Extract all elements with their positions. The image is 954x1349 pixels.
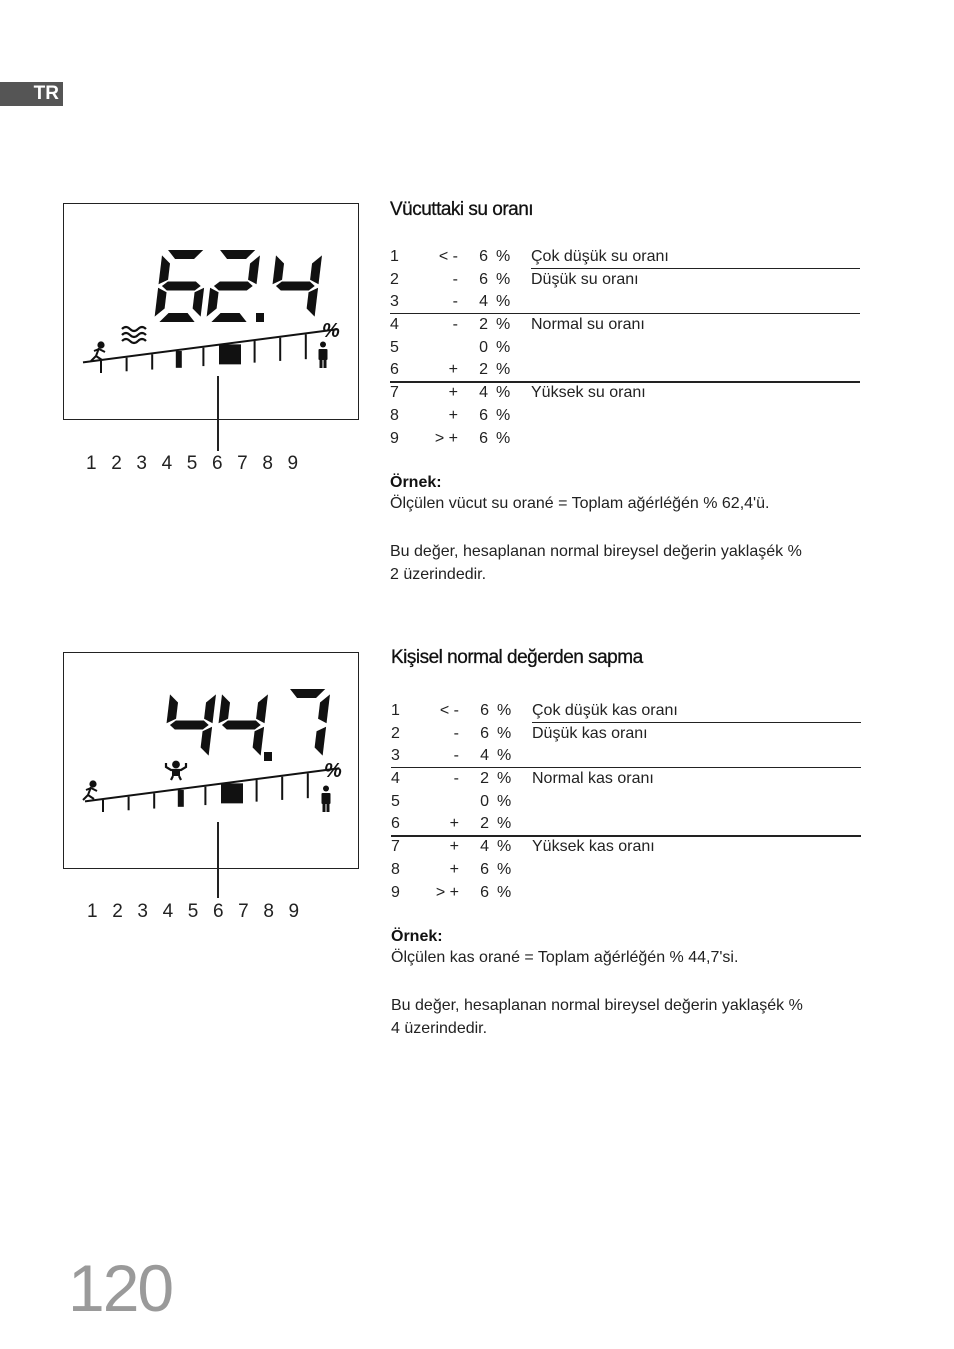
row-sign: < - <box>438 248 458 265</box>
row-value: 4 <box>480 838 489 856</box>
lcd-bar-scale <box>85 768 339 812</box>
lcd-segment <box>253 727 264 756</box>
example-title: Örnek: <box>390 474 442 491</box>
row-sign: + <box>449 860 459 878</box>
scale-tick <box>102 800 104 812</box>
table-row <box>391 813 861 836</box>
row-index: 2 <box>390 270 399 288</box>
row-sign: < - <box>439 702 459 719</box>
row-index: 6 <box>390 361 399 379</box>
note-block <box>390 540 870 586</box>
row-value: 2 <box>480 815 489 833</box>
lcd-segment <box>248 255 260 284</box>
row-value: 2 <box>479 316 488 334</box>
row-percent: % <box>496 248 511 265</box>
note-line: Bu değer, hesaplanan normal bireysel değerin yaklaşék % <box>390 543 802 560</box>
table-row <box>390 269 860 292</box>
row-value: 6 <box>479 406 488 424</box>
row-percent: % <box>497 747 512 765</box>
table-row <box>390 246 860 269</box>
scale-pointer-line <box>217 376 219 451</box>
table-row <box>391 768 861 791</box>
row-index: 7 <box>391 838 400 856</box>
note-line: 4 üzerindedir. <box>391 1020 488 1037</box>
standing-person-icon <box>322 786 331 813</box>
lcd-segment <box>204 694 216 723</box>
table-rule <box>390 313 860 314</box>
scale-tick <box>204 787 206 805</box>
scale-baseline <box>85 768 339 801</box>
row-percent: % <box>497 883 512 901</box>
lcd-segment <box>219 694 230 723</box>
example-text: Ölçülen vücut su orané = Toplam ağérléğén % 62,4'ü. <box>390 495 770 512</box>
row-index: 3 <box>391 747 400 765</box>
table-rule <box>531 268 860 269</box>
scale-tick <box>128 797 130 811</box>
lcd-segment <box>307 288 318 317</box>
scale-number: 9 <box>288 901 300 922</box>
row-sign: + <box>449 815 459 833</box>
lcd-segment <box>256 694 268 723</box>
row-percent: % <box>497 702 512 719</box>
scale-number: 6 <box>212 901 224 922</box>
lcd-segment <box>222 721 261 730</box>
table-row <box>390 359 860 382</box>
lcd-digits <box>155 250 322 322</box>
scale-tick <box>126 358 128 372</box>
table-rule <box>390 381 860 383</box>
row-value: 6 <box>480 724 489 742</box>
lcd-segment <box>159 313 194 322</box>
scale-tick <box>176 351 182 368</box>
lcd-segment <box>220 250 255 259</box>
row-value: 4 <box>480 747 489 765</box>
example-title: Örnek: <box>391 928 443 945</box>
lcd-decimal-point <box>256 313 264 322</box>
table-row <box>391 723 861 746</box>
scale-tick <box>307 773 309 798</box>
row-sign: + <box>448 406 458 424</box>
scale-number: 7 <box>238 901 249 922</box>
lcd-percent-symbol: % <box>324 760 342 782</box>
row-sign: - <box>453 747 459 765</box>
scale-marker-active <box>219 344 241 364</box>
scale-number: 1 <box>87 901 98 922</box>
table-row <box>391 836 861 859</box>
row-percent: % <box>497 792 512 810</box>
lcd-segment <box>273 255 284 284</box>
lcd-digits <box>167 689 330 761</box>
row-index: 4 <box>391 770 400 788</box>
section-deviation <box>391 647 861 1037</box>
row-index: 9 <box>390 429 399 447</box>
scale-number: 4 <box>162 901 174 922</box>
lcd-percent-symbol: % <box>322 320 340 342</box>
table-row <box>390 314 860 337</box>
lcd-display-water <box>63 203 359 420</box>
scale-number: 4 <box>161 453 173 474</box>
row-value: 0 <box>480 792 489 810</box>
row-label: Düşük su oranı <box>531 270 639 288</box>
row-percent: % <box>496 361 511 379</box>
row-index: 8 <box>390 406 399 424</box>
row-percent: % <box>496 429 511 447</box>
row-value: 6 <box>479 429 488 447</box>
row-percent: % <box>497 860 512 878</box>
scale-baseline <box>83 329 337 362</box>
table-row <box>390 382 860 405</box>
lcd-digit <box>155 250 204 322</box>
scale-tick <box>281 777 283 800</box>
scale-number: 8 <box>262 453 273 474</box>
row-index: 9 <box>391 883 400 901</box>
row-percent: % <box>496 338 511 356</box>
row-sign: - <box>453 724 459 742</box>
example-text: Ölçülen kas orané = Toplam ağérléğén % 44,7'si. <box>391 949 739 966</box>
lcd-segment <box>193 288 204 317</box>
lcd-decimal-point <box>264 752 272 761</box>
row-percent: % <box>497 838 512 856</box>
standing-person-icon <box>319 342 328 369</box>
table-row <box>391 745 861 768</box>
row-index: 1 <box>390 248 399 265</box>
scale-tick <box>153 793 155 808</box>
water-waves-icon <box>122 327 146 343</box>
row-percent: % <box>497 770 512 788</box>
row-percent: % <box>496 293 511 311</box>
scale-number: 6 <box>211 453 223 474</box>
table-row <box>391 882 861 905</box>
muscle-person-icon <box>166 762 186 780</box>
lcd-digit <box>167 694 216 755</box>
row-sign: + <box>448 361 458 379</box>
row-label: Normal su oranı <box>531 316 645 334</box>
row-value: 6 <box>480 860 489 878</box>
row-sign: > + <box>434 429 458 447</box>
row-index: 1 <box>391 702 400 719</box>
scale-number: 5 <box>187 901 199 922</box>
scale-tick <box>151 354 153 369</box>
ratio-table <box>391 700 861 904</box>
lcd-segment <box>211 313 246 322</box>
row-sign: + <box>448 384 458 402</box>
scale-numbers <box>87 901 317 923</box>
scale-number: 2 <box>111 453 122 474</box>
row-sign: - <box>452 293 458 311</box>
row-percent: % <box>497 815 512 833</box>
row-value: 6 <box>479 270 488 288</box>
running-person-icon <box>83 781 97 800</box>
lcd-digit <box>273 255 322 316</box>
table-rule <box>391 835 861 837</box>
table-row <box>391 791 861 814</box>
table-row <box>390 337 860 360</box>
lcd-display-muscle <box>63 652 359 869</box>
page-number: 120 <box>68 1251 173 1325</box>
table-row <box>390 428 860 451</box>
row-index: 4 <box>390 316 399 334</box>
row-index: 3 <box>390 293 399 311</box>
table-rule <box>391 767 861 768</box>
row-value: 2 <box>480 770 489 788</box>
scale-number: 2 <box>112 901 123 922</box>
lcd-segment <box>214 282 253 291</box>
scale-number: 8 <box>263 901 274 922</box>
scale-number: 3 <box>137 901 148 922</box>
section-water-ratio <box>390 199 860 583</box>
note-line: 2 üzerindedir. <box>390 566 487 583</box>
row-label: Düşük kas oranı <box>532 724 648 742</box>
table-row <box>390 291 860 314</box>
row-percent: % <box>496 270 511 288</box>
scale-numbers <box>86 453 316 475</box>
running-person-icon <box>91 342 105 361</box>
row-index: 8 <box>391 860 400 878</box>
scale-number: 7 <box>237 453 248 474</box>
scale-marker-active <box>221 783 243 803</box>
example-block <box>390 474 769 515</box>
row-percent: % <box>496 316 511 334</box>
row-sign: - <box>453 770 459 788</box>
row-value: 0 <box>479 338 488 356</box>
row-value: 4 <box>479 384 488 402</box>
section-title: Vücuttaki su oranı <box>390 199 534 220</box>
ratio-table <box>390 246 860 450</box>
row-value: 2 <box>479 361 488 379</box>
row-index: 7 <box>390 384 399 402</box>
table-row <box>391 700 861 723</box>
lcd-segment <box>315 727 326 756</box>
row-value: 6 <box>479 248 488 265</box>
scale-tick <box>254 341 256 363</box>
row-index: 5 <box>390 338 399 356</box>
lcd-segment <box>168 250 203 259</box>
scale-number: 9 <box>287 453 299 474</box>
lcd-segment <box>310 255 322 284</box>
row-index: 5 <box>391 792 400 810</box>
row-value: 6 <box>480 883 489 901</box>
scale-number: 5 <box>186 453 198 474</box>
scale-tick <box>256 780 258 802</box>
lcd-graphic-water <box>64 204 358 419</box>
note-line: Bu değer, hesaplanan normal bireysel değerin yaklaşék % <box>391 997 803 1014</box>
lcd-segment <box>290 689 325 698</box>
example-block <box>391 928 738 969</box>
note-block <box>391 994 871 1040</box>
lcd-segment <box>155 288 167 317</box>
table-row <box>390 405 860 428</box>
row-value: 6 <box>480 702 489 719</box>
scale-tick <box>178 790 184 807</box>
row-percent: % <box>496 384 511 402</box>
scale-pointer-line <box>217 822 219 898</box>
row-sign: + <box>449 838 459 856</box>
row-label: Çok düşük kas oranı <box>532 702 678 719</box>
lcd-segment <box>318 694 330 723</box>
scale-number: 1 <box>86 453 97 474</box>
scale-tick <box>305 334 307 359</box>
lcd-segment <box>276 282 315 291</box>
lcd-segment <box>201 727 212 756</box>
table-rule <box>532 722 861 723</box>
lcd-segment <box>159 255 170 284</box>
lcd-bar-scale <box>83 329 337 373</box>
scale-tick <box>202 348 204 366</box>
lcd-segment <box>170 721 209 730</box>
row-sign: - <box>452 316 458 334</box>
table-row <box>391 859 861 882</box>
row-percent: % <box>496 406 511 424</box>
row-percent: % <box>497 724 512 742</box>
lcd-segment <box>167 694 178 723</box>
scale-tick <box>100 361 102 373</box>
row-label: Çok düşük su oranı <box>531 248 669 265</box>
row-label: Yüksek kas oranı <box>532 838 655 856</box>
row-index: 6 <box>391 815 400 833</box>
row-value: 4 <box>479 293 488 311</box>
scale-number: 3 <box>136 453 147 474</box>
lcd-digit <box>207 250 260 322</box>
scale-tick <box>279 338 281 361</box>
row-sign: > + <box>435 883 459 901</box>
lcd-graphic-muscle <box>64 653 358 868</box>
lcd-digit <box>290 689 330 756</box>
lcd-segment <box>207 288 219 317</box>
language-tab: TR <box>0 82 63 106</box>
lcd-segment <box>162 282 201 291</box>
row-label: Yüksek su oranı <box>531 384 646 402</box>
row-sign: - <box>452 270 458 288</box>
section-title: Kişisel normal değerden sapma <box>391 647 643 668</box>
row-label: Normal kas oranı <box>532 770 654 788</box>
row-index: 2 <box>391 724 400 742</box>
lcd-digit <box>219 694 268 755</box>
